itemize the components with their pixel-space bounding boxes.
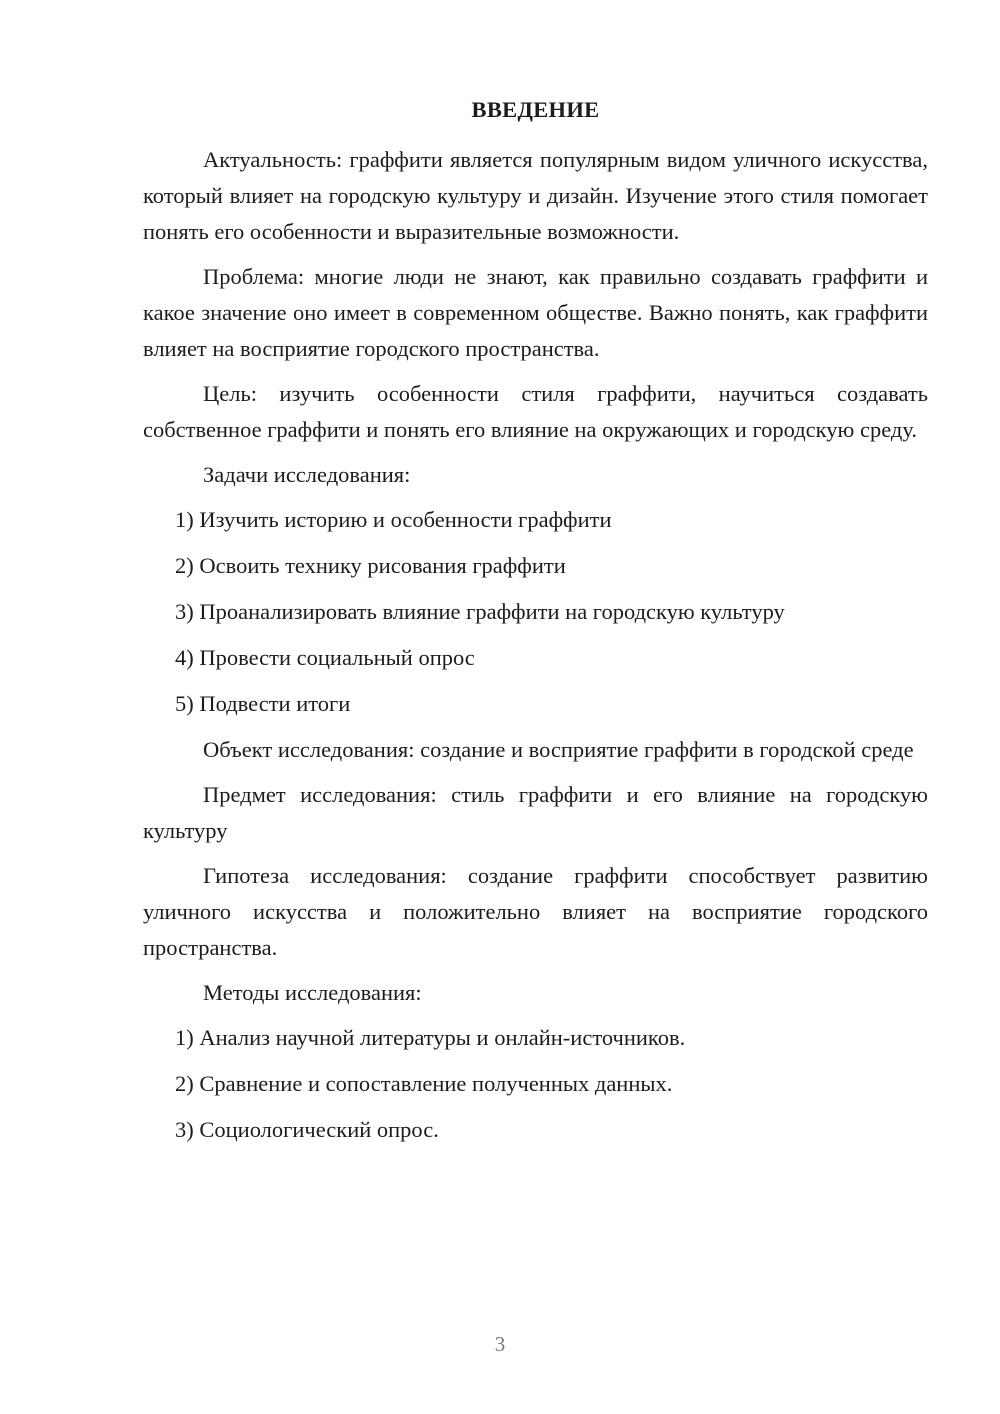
list-item: 4) Провести социальный опрос bbox=[175, 645, 475, 670]
list-item: 1) Анализ научной литературы и онлайн-источников. bbox=[175, 1025, 686, 1050]
list-item: 3) Социологический опрос. bbox=[175, 1117, 439, 1142]
paragraph-hypothesis: Гипотеза исследования: создание граффити способствует развитию уличного искусства и положительно влияет на восприятие городского пространства. bbox=[143, 863, 928, 960]
page-number: 3 bbox=[494, 1332, 506, 1356]
methods-heading: Методы исследования: bbox=[203, 980, 422, 1005]
list-item: 1) Изучить историю и особенности граффити bbox=[175, 507, 612, 532]
document-page bbox=[143, 94, 928, 1158]
list-item: 5) Подвести итоги bbox=[175, 691, 351, 716]
page-title: ВВЕДЕНИЕ bbox=[471, 97, 600, 122]
paragraph-object: Объект исследования: создание и восприятие граффити в городской среде bbox=[203, 737, 914, 762]
tasks-heading: Задачи исследования: bbox=[203, 462, 411, 487]
tasks-list bbox=[143, 502, 928, 722]
list-item: 2) Сравнение и сопоставление полученных данных. bbox=[175, 1071, 673, 1096]
list-item: 2) Освоить технику рисования граффити bbox=[175, 553, 566, 578]
methods-list bbox=[143, 1020, 928, 1148]
list-item: 3) Проанализировать влияние граффити на городскую культуру bbox=[175, 599, 785, 624]
paragraph-goal: Цель: изучить особенности стиля граффити, научиться создавать собственное граффити и понять его влияние на окружающих и городскую среду. bbox=[143, 381, 928, 442]
paragraph-relevance: Актуальность: граффити является популярным видом уличного искусства, который влияет на городскую культуру и дизайн. Изучение этого стиля помогает понять его особенности и выразительные возможности. bbox=[143, 147, 928, 244]
paragraph-subject: Предмет исследования: стиль граффити и его влияние на городскую культуру bbox=[143, 782, 928, 843]
paragraph-problem: Проблема: многие люди не знают, как правильно создавать граффити и какое значение оно имеет в современном обществе. Важно понять, как граффити влияет на восприятие городского пространства. bbox=[143, 264, 928, 361]
